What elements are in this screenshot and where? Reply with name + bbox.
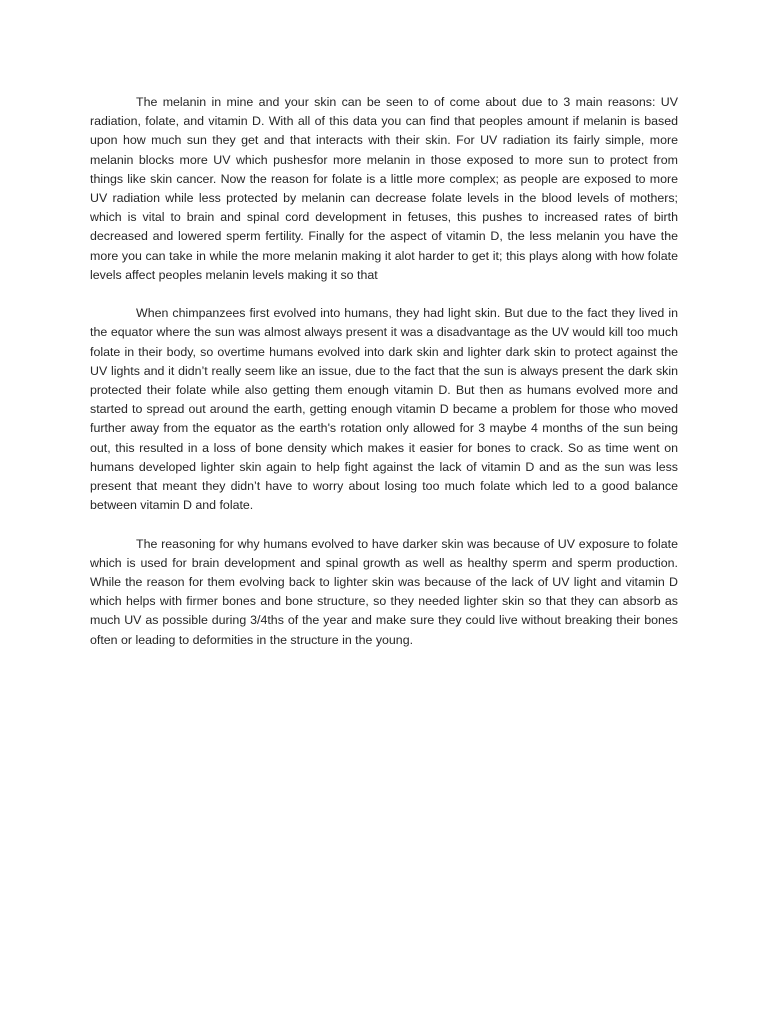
document-body [90, 93, 678, 650]
paragraph-melanin-reasons: The melanin in mine and your skin can be seen to of come about due to 3 main reasons: UV radiation, folate, and vitamin D. With all of this data you can find that peoples amount if melanin is based upon how much sun they get and that interacts with their skin. For UV radiation its fairly simple, more melanin blocks more UV which pushesfor more melanin in those exposed to more sun to protect from things like skin cancer. Now the reason for folate is a little more complex; as people are exposed to more UV radiation while less protected by melanin can decrease folate levels in the blood levels of mothers; which is vital to brain and spinal cord development in fetuses, this pushes to increased rates of birth decreased and lowered sperm fertility. Finally for the aspect of vitamin D, the less melanin you have the more you can take in while the more melanin making it alot harder to get it; this plays along with how folate levels affect peoples melanin levels making it so that [90, 95, 678, 282]
paragraph-human-evolution: When chimpanzees first evolved into humans, they had light skin. But due to the fact they lived in the equator where the sun was almost always present it was a disadvantage as the UV would kill too much folate in their body, so overtime humans evolved into dark skin and lighter dark skin to protect against the UV lights and it didn’t really seem like an issue, due to the fact that the sun is always present the dark skin protected their folate while also getting them enough vitamin D. But then as humans evolved more and started to spread out around the earth, getting enough vitamin D became a problem for those who moved further away from the equator as the earth's rotation only allowed for 3 maybe 4 months of the sun being out, this resulted in a loss of bone density which makes it easier for bones to crack. So as time went on humans developed lighter skin again to help fight against the lack of vitamin D and as the sun was less present that meant they didn’t have to worry about losing too much folate which led to a good balance between vitamin D and folate. [90, 306, 678, 513]
paragraph-conclusion: The reasoning for why humans evolved to have darker skin was because of UV exposure to folate which is used for brain development and spinal growth as well as healthy sperm and sperm production. While the reason for them evolving back to lighter skin was because of the lack of UV light and vitamin D which helps with firmer bones and bone structure, so they needed lighter skin so that they can absorb as much UV as possible during 3/4ths of the year and make sure they could live without breaking their bones often or leading to deformities in the structure in the young. [90, 536, 678, 647]
